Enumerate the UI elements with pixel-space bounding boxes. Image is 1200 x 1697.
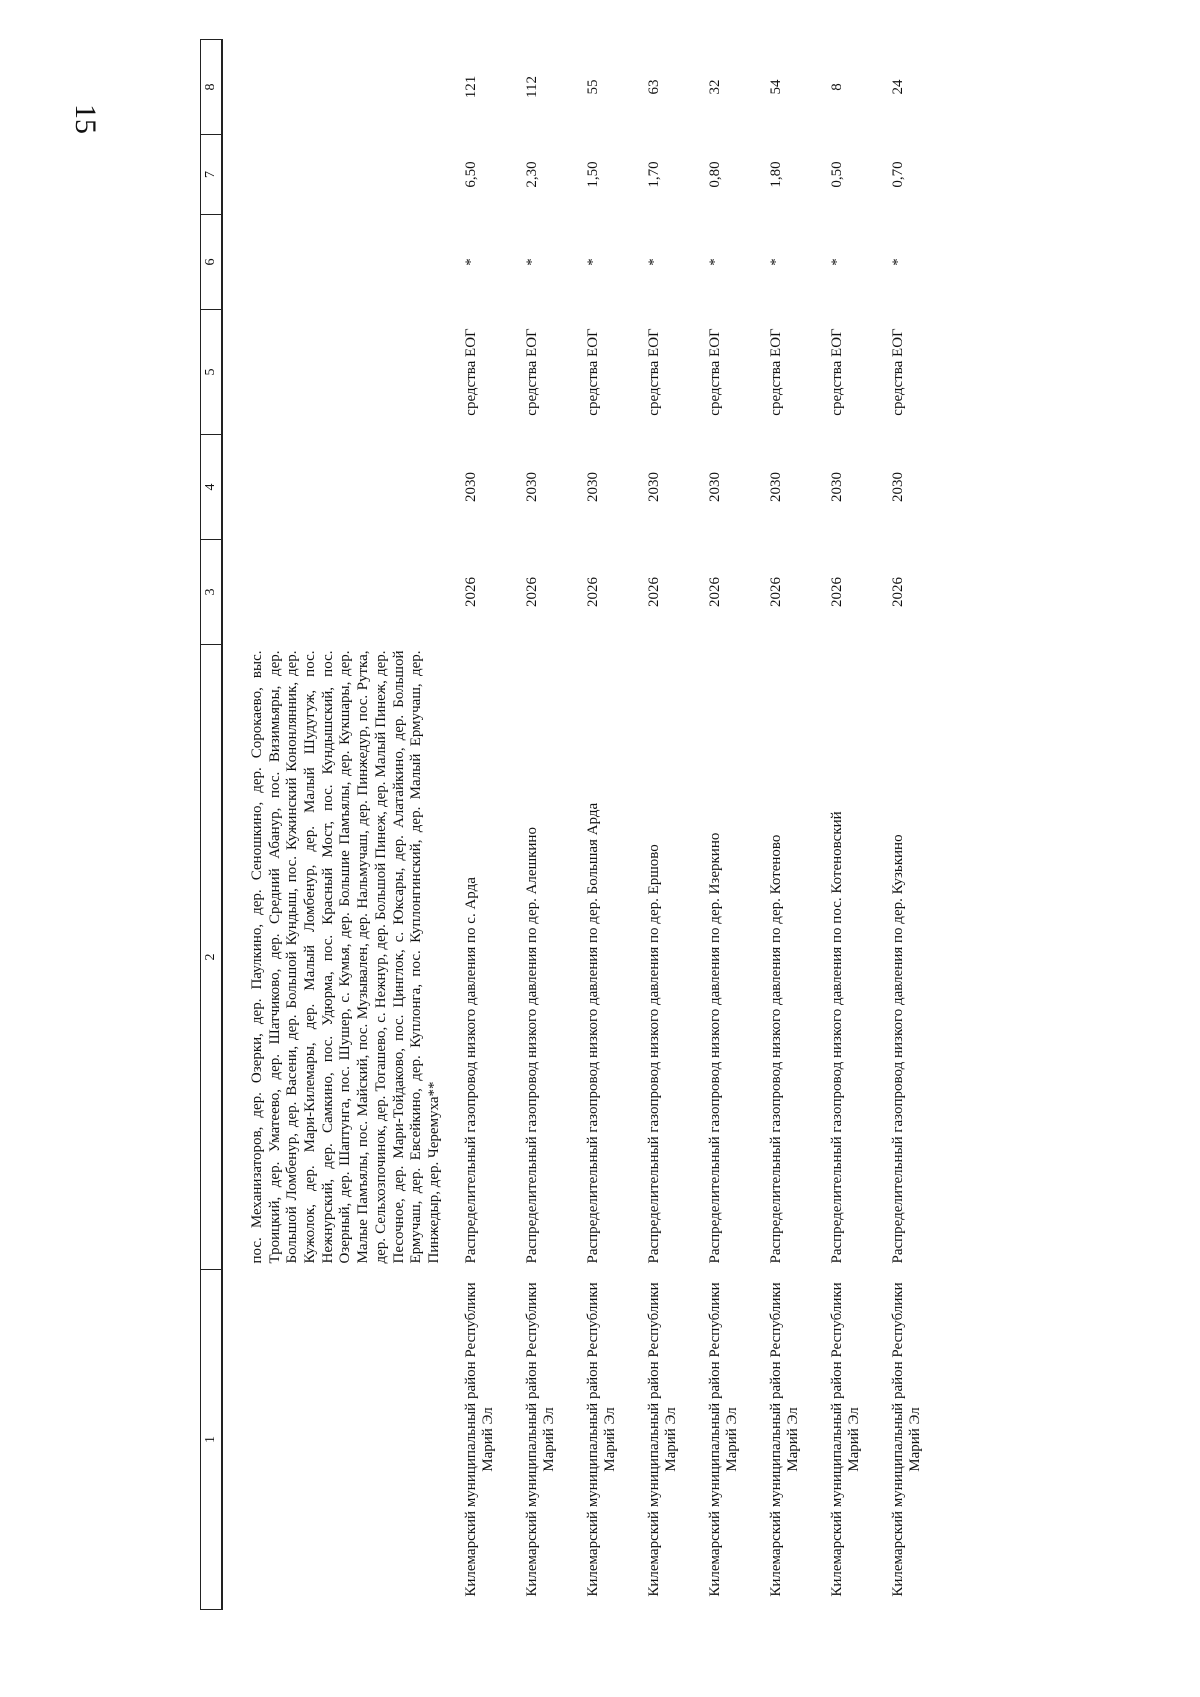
end-year-cell: 2030 (462, 472, 479, 502)
column-number-4: 4 (201, 435, 223, 540)
end-year-cell: 2030 (767, 472, 784, 502)
object-cell: Распределительный газопровод низкого давления по дер. Алешкино (523, 827, 540, 1264)
settlement-list: пос. Механизаторов, дер. Озерки, дер. Паулкино, дер. Сеношкино, дер. Сорокаево, выс. Троицкий, дер. Уматеево, дер. Шатчиково, дер. Средний Абанур, пос. Визимьяры, дер. Большой Ломбенур, дер. Васени, дер. Большой Кундыш, пос. Кужинский Кононлянник, дер. Кужолок, дер. Мари-Килемары, дер. Малый Ломбенур, дер. Малый Шудугуж, пос. Нежнурский, дер. Самкино, пос. Удюрма, пос. Красный Мост, пос. Кундышский, пос. Озерный, дер. Шаптунга, пос. Шушер, с. Кумья, дер. Большие Памъялы, дер. Кукшары, дер. Малые Памъялы, пос. Майский, пос. Музывален, дер. Нальмучаш, дер. Пинжедур, пос. Рутка, дер. Сельхозпочинок, дер. Тогашево, с. Нежнур, дер. Большой Пинеж, дер. Малый Пинеж, дер. Песочное, дер. Мари-Тойдаково, пос. Цинглок, с. Юксары, дер. Алатайкино, дер. Большой Ермучаш, дер. Евсейкино, дер. Куплонга, пос. Куплонгинский, дер. Малый Ермучаш, дер. Пинжедыр, дер. Черемуха** (249, 650, 442, 1264)
asterisk-cell: * (584, 258, 601, 266)
rotated-table-container (200, 40, 1190, 1610)
start-year-cell: 2026 (828, 577, 845, 607)
funding-source-cell: средства ЕОГ (889, 328, 906, 416)
start-year-cell: 2026 (523, 577, 540, 607)
page-number: 15 (69, 104, 102, 134)
asterisk-cell: * (828, 258, 845, 266)
end-year-cell: 2030 (828, 472, 845, 502)
object-cell: Распределительный газопровод низкого давления по дер. Ершово (645, 844, 662, 1264)
table-row (698, 40, 759, 1610)
asterisk-cell: * (645, 258, 662, 266)
district-cell: Килемарский муниципальный район Республики Марий Эл (584, 1282, 619, 1597)
object-cell: Распределительный газопровод низкого давления по пос. Котеновский (828, 811, 845, 1264)
column-number-2: 2 (201, 645, 223, 1270)
asterisk-cell: * (706, 258, 723, 266)
column-number-3: 3 (201, 540, 223, 645)
district-cell: Килемарский муниципальный район Республики Марий Эл (767, 1282, 802, 1597)
funding-source-cell: средства ЕОГ (462, 328, 479, 416)
asterisk-cell: * (462, 258, 479, 266)
district-cell: Килемарский муниципальный район Республики Марий Эл (462, 1282, 497, 1597)
column-number-6: 6 (201, 215, 223, 310)
length-cell: 0,50 (828, 161, 845, 188)
funding-source-cell: средства ЕОГ (523, 328, 540, 416)
table-row (881, 40, 942, 1610)
district-cell: Килемарский муниципальный район Республики Марий Эл (523, 1282, 558, 1597)
column-number-5: 5 (201, 310, 223, 435)
count-cell: 54 (767, 79, 784, 95)
object-cell: Распределительный газопровод низкого давления по с. Арда (462, 877, 479, 1264)
count-cell: 8 (828, 83, 845, 91)
funding-source-cell: средства ЕОГ (828, 328, 845, 416)
column-number-7: 7 (201, 135, 223, 215)
length-cell: 6,50 (462, 161, 479, 188)
end-year-cell: 2030 (889, 472, 906, 502)
length-cell: 1,50 (584, 161, 601, 188)
column-number-1: 1 (201, 1270, 223, 1610)
count-cell: 63 (645, 79, 662, 95)
table-row (820, 40, 881, 1610)
table-row (637, 40, 698, 1610)
start-year-cell: 2026 (767, 577, 784, 607)
funding-source-cell: средства ЕОГ (584, 328, 601, 416)
count-cell: 121 (462, 75, 479, 99)
object-cell: Распределительный газопровод низкого давления по дер. Изеркино (706, 832, 723, 1264)
object-cell: Распределительный газопровод низкого давления по дер. Котеново (767, 834, 784, 1264)
start-year-cell: 2026 (584, 577, 601, 607)
table-row (515, 40, 576, 1610)
table-row (576, 40, 637, 1610)
asterisk-cell: * (889, 258, 906, 266)
asterisk-cell: * (523, 258, 540, 266)
funding-source-cell: средства ЕОГ (645, 328, 662, 416)
column-number-header-row (201, 40, 223, 1610)
count-cell: 55 (584, 79, 601, 95)
length-cell: 0,70 (889, 161, 906, 188)
table-row (454, 40, 515, 1610)
funding-source-cell: средства ЕОГ (706, 328, 723, 416)
gas-program-table (200, 39, 942, 1610)
start-year-cell: 2026 (462, 577, 479, 607)
district-cell: Килемарский муниципальный район Республики Марий Эл (828, 1282, 863, 1597)
continued-row (222, 40, 454, 1610)
count-cell: 32 (706, 79, 723, 95)
district-cell: Килемарский муниципальный район Республики Марий Эл (889, 1282, 924, 1597)
asterisk-cell: * (767, 258, 784, 266)
district-cell: Килемарский муниципальный район Республики Марий Эл (645, 1282, 680, 1597)
column-number-8: 8 (201, 40, 223, 135)
object-cell: Распределительный газопровод низкого давления по дер. Кузькино (889, 834, 906, 1264)
count-cell: 24 (889, 79, 906, 95)
end-year-cell: 2030 (645, 472, 662, 502)
end-year-cell: 2030 (523, 472, 540, 502)
district-cell: Килемарский муниципальный район Республики Марий Эл (706, 1282, 741, 1597)
length-cell: 0,80 (706, 161, 723, 188)
start-year-cell: 2026 (889, 577, 906, 607)
start-year-cell: 2026 (706, 577, 723, 607)
length-cell: 1,70 (645, 161, 662, 188)
start-year-cell: 2026 (645, 577, 662, 607)
funding-source-cell: средства ЕОГ (767, 328, 784, 416)
length-cell: 2,30 (523, 161, 540, 188)
object-cell: Распределительный газопровод низкого давления по дер. Большая Арда (584, 802, 601, 1264)
end-year-cell: 2030 (706, 472, 723, 502)
length-cell: 1,80 (767, 161, 784, 188)
count-cell: 112 (523, 76, 540, 98)
table-row (759, 40, 820, 1610)
end-year-cell: 2030 (584, 472, 601, 502)
